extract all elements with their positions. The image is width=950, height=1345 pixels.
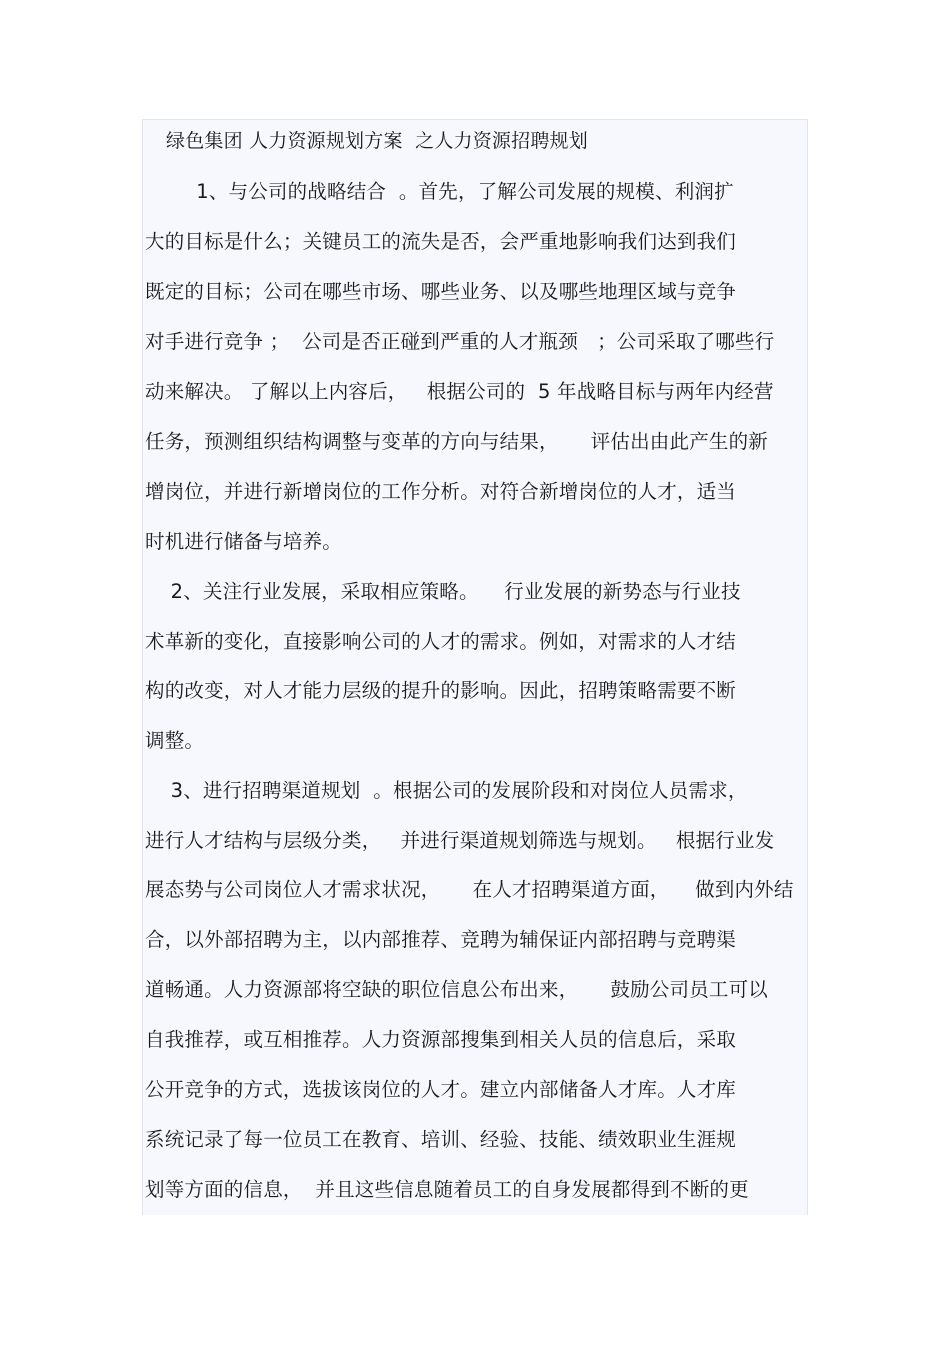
body-line: 2、关注行业发展，采取相应策略。 行业发展的新势态与行业技 [145,580,741,603]
body-line: 时机进行储备与培养。 [145,530,343,553]
body-line: 术革新的变化，直接影响公司的人才的需求。例如，对需求的人才结 [145,630,737,653]
body-line: 道畅通。人力资源部将空缺的职位信息公布出来， 鼓励公司员工可以 [145,978,768,1001]
body-line: 构的改变，对人才能力层级的提升的影响。因此，招聘策略需要不断 [145,679,737,702]
body-line: 合，以外部招聘为主，以内部推荐、竞聘为辅保证内部招聘与竞聘渠 [145,928,737,951]
body-line: 自我推荐，或互相推荐。人力资源部搜集到相关人员的信息后，采取 [145,1028,737,1051]
body-line: 公开竞争的方式，选拔该岗位的人才。建立内部储备人才库。人才库 [145,1078,737,1101]
body-line: 增岗位，并进行新增岗位的工作分析。对符合新增岗位的人才，适当 [145,480,737,503]
body-line: 进行人才结构与层级分类， 并进行渠道规划筛选与规划。 根据行业发 [145,829,775,852]
body-line: 对手进行竞争 ； 公司是否正碰到严重的人才瓶颈 ；公司采取了哪些行 [145,330,775,353]
body-line: 任务，预测组织结构调整与变革的方向与结果， 评估出由此产生的新 [145,430,768,453]
body-line: 1、与公司的战略结合 。首先，了解公司发展的规模、利润扩 [145,180,734,203]
body-line: 系统记录了每一位员工在教育、培训、经验、技能、绩效职业生涯规 [145,1128,737,1151]
body-line: 调整。 [145,729,205,752]
body-line: 既定的目标；公司在哪些市场、哪些业务、以及哪些地理区域与竞争 [145,280,737,303]
body-line: 动来解决。 了解以上内容后， 根据公司的 5 年战略目标与两年内经营 [145,380,774,403]
body-line: 大的目标是什么；关键员工的流失是否，会严重地影响我们达到我们 [145,230,737,253]
body-line: 划等方面的信息， 并且这些信息随着员工的自身发展都得到不断的更 [145,1178,749,1201]
body-line: 3、进行招聘渠道规划 。根据公司的发展阶段和对岗位人员需求， [145,779,748,802]
body-line: 展态势与公司岗位人才需求状况， 在人才招聘渠道方面， 做到内外结 [145,878,794,901]
document-title: 绿色集团 人力资源规划方案 之人力资源招聘规划 [166,130,588,152]
